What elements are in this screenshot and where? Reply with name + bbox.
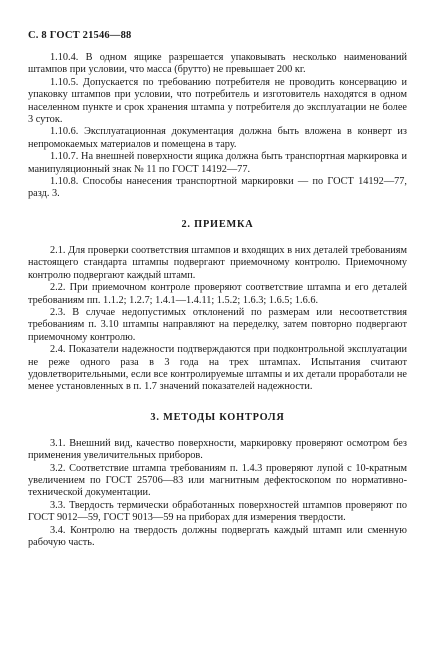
paragraph-1-10-8: 1.10.8. Способы нанесения транспортной маркировки — по ГОСТ 14192—77, разд. 3. (28, 176, 407, 200)
paragraph-2-2: 2.2. При приемочном контроле проверяют соответствие штампа и его деталей требованиям пп. 1.1.2; 1.2.7; 1.4.1—1.4.11; 1.5.2; 1.6.3; 1.6.5; 1.6.6. (28, 282, 407, 306)
section-3-body (28, 438, 407, 550)
paragraph-3-1: 3.1. Внешний вид, качество поверхности, маркировку проверяют осмотром без применения увеличительных приборов. (28, 437, 407, 462)
paragraph-2-3: 2.3. В случае недопустимых отклонений по размерам или несоответствия требованиям п. 3.10 штампы направляют на переделку, затем повторно подвергают приемочному контролю. (28, 306, 407, 343)
paragraph-3-3: 3.3. Твердость термически обработанных поверхностей штампов проверяют по ГОСТ 9012—59, ГОСТ 9013—59 на приборах для измерения твердости. (28, 499, 407, 524)
paragraph-3-4: 3.4. Контролю на твердость должны подвергать каждый штамп или сменную рабочую часть. (28, 524, 407, 548)
paragraph-2-1: 2.1. Для проверки соответствия штампов и входящих в них деталей требованиям настоящего стандарта штампы подвергают приемочному контролю. Приемочному контролю подвергают каждый штамп. (28, 244, 407, 281)
section-2-title: 2. ПРИЕМКА (181, 218, 254, 230)
paragraph-2-4: 2.4. Показатели надежности подтверждаются при подконтрольной эксплуатации не реже одного раза в 3 года на трех штампах. Испытания считают удовлетворительными, если все контролируемые штампы и их детали проработали не менее установленных в п. 1.7 значений показателей надежности. (28, 344, 407, 393)
paragraph-1-10-4: 1.10.4. В одном ящике разрешается упаковывать несколько наименований штампов при условии, что масса (брутто) не превышает 200 кг. (28, 52, 407, 76)
section-2-body (28, 245, 407, 394)
paragraph-1-10-7: 1.10.7. На внешней поверхности ящика должна быть транспортная маркировка и манипуляционный знак № 11 по ГОСТ 14192—77. (28, 151, 407, 175)
paragraph-1-10-6: 1.10.6. Эксплуатационная документация должна быть вложена в конверт из непромокаемых материалов и помещена в тару. (28, 126, 407, 150)
paragraph-3-2: 3.2. Соответствие штампа требованиям п. 1.4.3 проверяют лупой с 10-кратным увеличением по ГОСТ 25706—83 или магнитным дефектоскопом по нормативно-технической документации. (28, 462, 407, 499)
paragraph-1-10-5: 1.10.5. Допускается по требованию потребителя не проводить консервацию и упаковку штампов при условии, что потребитель и изготовитель находятся в одном населенном пункте и срок хранения штампа у потребителя до эксплуатации не более 3 суток. (28, 76, 407, 126)
page-header: С. 8 ГОСТ 21546—88 (28, 30, 132, 41)
section-1-body (28, 52, 407, 201)
section-3-title: 3. МЕТОДЫ КОНТРОЛЯ (150, 411, 285, 423)
